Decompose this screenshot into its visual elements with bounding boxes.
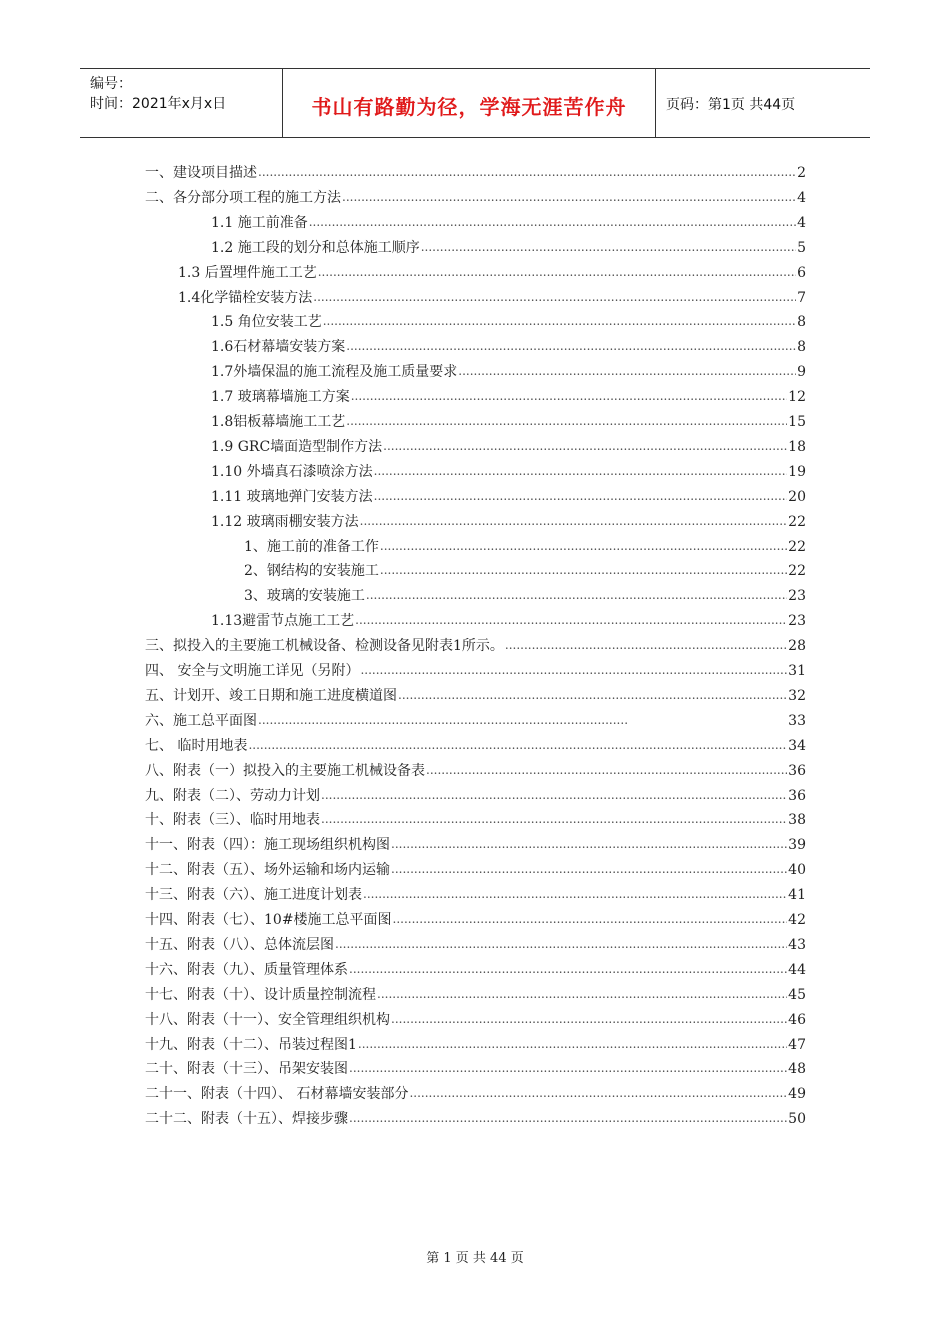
toc-entry-page: 20	[788, 489, 806, 505]
toc-entry-title: 1.13避雷节点施工工艺	[211, 613, 355, 629]
toc-entry-title: 二、各分部分项工程的施工方法	[145, 190, 341, 206]
toc-entry[interactable]	[145, 756, 806, 780]
toc-entry-page: 36	[788, 788, 806, 804]
toc-entry[interactable]	[211, 507, 806, 531]
toc-leader-dots	[380, 562, 787, 578]
toc-entry-title: 1.11 玻璃地弹门安装方法	[211, 489, 373, 505]
toc-entry-page: 4	[797, 215, 806, 231]
toc-leader-dots	[391, 1011, 787, 1027]
toc-entry-title: 六、施工总平面图	[145, 713, 257, 729]
toc-entry-title: 十五、附表（八）、总体流层图	[145, 937, 334, 953]
toc-entry-page: 33	[788, 713, 806, 729]
toc-leader-dots	[258, 712, 628, 728]
toc-entry-page: 28	[788, 638, 806, 654]
toc-entry-title: 1.5 角位安装工艺	[211, 314, 322, 330]
toc-entry[interactable]	[145, 880, 806, 904]
toc-entry-title: 十八、附表（十一）、安全管理组织机构	[145, 1012, 390, 1028]
toc-entry[interactable]	[145, 656, 806, 680]
number-label: 编号：	[90, 76, 132, 92]
toc-entry-title: 十、附表（三）、临时用地表	[145, 812, 320, 828]
toc-leader-dots	[349, 961, 787, 977]
toc-entry-page: 50	[788, 1111, 806, 1127]
page-info: 页码：第1页 共44页	[666, 97, 796, 113]
toc-leader-dots	[366, 587, 787, 603]
toc-leader-dots	[323, 313, 796, 329]
toc-entry-title: 1.4化学锚栓安装方法	[178, 290, 313, 306]
toc-entry-page: 2	[797, 165, 806, 181]
toc-leader-dots	[321, 787, 787, 803]
toc-entry-title: 1.2 施工段的划分和总体施工顺序	[211, 240, 420, 256]
header-center-cell	[283, 69, 656, 137]
toc-entry[interactable]	[145, 1104, 806, 1128]
toc-entry-page: 38	[788, 812, 806, 828]
toc-entry-page: 23	[788, 613, 806, 629]
toc-entry-page: 40	[788, 862, 806, 878]
toc-entry[interactable]	[145, 681, 806, 705]
toc-entry[interactable]	[145, 805, 806, 829]
time-label: 时间：2021年x月x日	[90, 96, 227, 112]
toc-leader-dots	[318, 264, 796, 280]
toc-entry-page: 36	[788, 763, 806, 779]
toc-entry[interactable]	[145, 158, 806, 182]
toc-entry-title: 五、计划开、竣工日期和施工进度横道图	[145, 688, 397, 704]
toc-entry-title: 四、 安全与文明施工详见（另附）	[145, 663, 360, 679]
toc-entry-page: 41	[788, 887, 806, 903]
toc-leader-dots	[346, 338, 796, 354]
toc-leader-dots	[360, 513, 788, 529]
toc-entry-page: 23	[788, 588, 806, 604]
toc-entry-page: 22	[788, 539, 806, 555]
toc-entry-page: 4	[797, 190, 806, 206]
toc-entry-page: 7	[797, 290, 806, 306]
toc-entry-title: 十一、附表（四）：施工现场组织机构图	[145, 837, 390, 853]
toc-entry-page: 12	[788, 389, 806, 405]
toc-leader-dots	[358, 1036, 787, 1052]
toc-entry-title: 1.1 施工前准备	[211, 215, 308, 231]
toc-entry[interactable]	[145, 980, 806, 1004]
toc-entry[interactable]	[145, 855, 806, 879]
toc-entry-page: 39	[788, 837, 806, 853]
toc-entry-title: 八、附表（一）拟投入的主要施工机械设备表	[145, 763, 425, 779]
toc-entry-title: 二十一、附表（十四）、 石材幕墙安装部分	[145, 1086, 409, 1102]
toc-entry-page: 34	[788, 738, 806, 754]
toc-entry-title: 十四、附表（七）、10#楼施工总平面图	[145, 912, 392, 928]
toc-leader-dots	[421, 239, 796, 255]
toc-entry-page: 5	[797, 240, 806, 256]
toc-entry-page: 49	[788, 1086, 806, 1102]
toc-entry-page: 19	[788, 464, 806, 480]
toc-leader-dots	[391, 836, 787, 852]
toc-entry-page: 46	[788, 1012, 806, 1028]
toc-entry-page: 32	[788, 688, 806, 704]
toc-entry[interactable]	[145, 830, 806, 854]
toc-entry-title: 七、 临时用地表	[145, 738, 248, 754]
toc-entry[interactable]	[145, 930, 806, 954]
toc-entry[interactable]	[178, 283, 806, 307]
toc-entry-page: 9	[797, 364, 806, 380]
toc-leader-dots	[321, 811, 787, 827]
toc-entry[interactable]	[211, 482, 806, 506]
toc-entry-page: 22	[788, 514, 806, 530]
toc-entry-title: 1.10 外墙真石漆喷涂方法	[211, 464, 373, 480]
toc-entry[interactable]	[211, 307, 806, 331]
toc-leader-dots	[313, 289, 796, 305]
toc-leader-dots	[363, 886, 787, 902]
toc-entry[interactable]	[211, 357, 806, 381]
toc-entry-page: 31	[788, 663, 806, 679]
toc-leader-dots	[391, 861, 787, 877]
toc-leader-dots	[426, 762, 787, 778]
toc-leader-dots	[355, 612, 787, 628]
toc-entry[interactable]	[244, 581, 806, 605]
toc-leader-dots	[360, 662, 787, 678]
header-motto: 书山有路勤为径，学海无涯苦作舟	[311, 95, 627, 119]
toc-entry-title: 二十二、附表（十五）、焊接步骤	[145, 1111, 348, 1127]
toc-entry-title: 3、玻璃的安装施工	[244, 588, 365, 604]
toc-leader-dots	[258, 164, 796, 180]
toc-leader-dots	[374, 488, 788, 504]
toc-entry-title: 十九、附表（十二）、吊装过程图1	[145, 1037, 357, 1053]
toc-entry-page: 8	[797, 339, 806, 355]
toc-entry[interactable]	[145, 731, 806, 755]
toc-entry[interactable]	[145, 183, 806, 207]
toc-entry-page: 43	[788, 937, 806, 953]
toc-leader-dots	[349, 1060, 787, 1076]
toc-entry-page: 44	[788, 962, 806, 978]
toc-entry-page: 15	[788, 414, 806, 430]
toc-entry-title: 十七、附表（十）、设计质量控制流程	[145, 987, 376, 1003]
toc-leader-dots	[248, 737, 787, 753]
toc-leader-dots	[346, 413, 787, 429]
toc-entry-title: 二十、附表（十三）、吊架安装图	[145, 1061, 348, 1077]
toc-entry[interactable]	[145, 781, 806, 805]
toc-entry-page: 45	[788, 987, 806, 1003]
page-footer: 第 1 页 共 44 页	[426, 1251, 524, 1266]
toc-leader-dots	[409, 1085, 787, 1101]
toc-leader-dots	[383, 438, 787, 454]
toc-leader-dots	[380, 538, 787, 554]
toc-entry-title: 十三、附表（六）、施工进度计划表	[145, 887, 362, 903]
toc-entry[interactable]	[244, 556, 806, 580]
toc-entry[interactable]	[244, 532, 806, 556]
toc-entry-title: 1.9 GRC墙面造型制作方法	[211, 439, 383, 455]
toc-leader-dots	[398, 687, 787, 703]
toc-entry-title: 2、钢结构的安装施工	[244, 563, 379, 579]
toc-leader-dots	[505, 637, 787, 653]
page-header	[80, 68, 870, 138]
toc-leader-dots	[374, 463, 788, 479]
toc-entry[interactable]	[145, 1079, 806, 1103]
toc-entry-page: 47	[788, 1037, 806, 1053]
toc-entry-title: 1.7 玻璃幕墙施工方案	[211, 389, 350, 405]
toc-entry[interactable]	[145, 631, 806, 655]
toc-entry[interactable]	[211, 208, 806, 232]
toc-entry[interactable]	[211, 382, 806, 406]
toc-leader-dots	[393, 911, 788, 927]
toc-entry[interactable]	[211, 606, 806, 630]
toc-entry[interactable]	[145, 1005, 806, 1029]
toc-entry-page: 22	[788, 563, 806, 579]
toc-leader-dots	[335, 936, 787, 952]
toc-entry-page: 48	[788, 1061, 806, 1077]
toc-entry[interactable]	[145, 1030, 806, 1054]
toc-leader-dots	[377, 986, 787, 1002]
toc-entry-title: 十二、附表（五）、场外运输和场内运输	[145, 862, 390, 878]
toc-entry-title: 1.7外墙保温的施工流程及施工质量要求	[211, 364, 458, 380]
toc-entry[interactable]	[211, 432, 806, 456]
toc-entry[interactable]	[211, 407, 806, 431]
toc-entry-title: 1、施工前的准备工作	[244, 539, 379, 555]
toc-entry[interactable]	[145, 706, 806, 730]
toc-entry-page: 8	[797, 314, 806, 330]
toc-entry-title: 九、附表（二）、劳动力计划	[145, 788, 320, 804]
toc-entry-title: 1.12 玻璃雨棚安装方法	[211, 514, 359, 530]
header-left-cell	[80, 69, 283, 137]
toc-entry-title: 十六、附表（九）、质量管理体系	[145, 962, 348, 978]
toc-entry[interactable]	[211, 332, 806, 356]
toc-entry[interactable]	[178, 258, 806, 282]
toc-leader-dots	[309, 214, 796, 230]
toc-entry[interactable]	[211, 233, 806, 257]
toc-entry-page: 42	[788, 912, 806, 928]
toc-entry-page: 6	[797, 265, 806, 281]
toc-leader-dots	[342, 189, 796, 205]
header-right-cell	[656, 69, 870, 137]
toc-entry[interactable]	[211, 457, 806, 481]
toc-entry[interactable]	[145, 1054, 806, 1078]
toc-entry-title: 三、拟投入的主要施工机械设备、检测设备见附表1所示。	[145, 638, 504, 654]
toc-leader-dots	[458, 363, 796, 379]
toc-leader-dots	[351, 388, 787, 404]
toc-entry-title: 1.8铝板幕墙施工工艺	[211, 414, 346, 430]
toc-leader-dots	[349, 1110, 787, 1126]
toc-entry-title: 1.6石材幕墙安装方案	[211, 339, 346, 355]
toc-entry[interactable]	[145, 905, 806, 929]
toc-entry-title: 1.3 后置埋件施工工艺	[178, 265, 317, 281]
toc-entry[interactable]	[145, 955, 806, 979]
toc-entry-title: 一、建设项目描述	[145, 165, 257, 181]
toc-entry-page: 18	[788, 439, 806, 455]
